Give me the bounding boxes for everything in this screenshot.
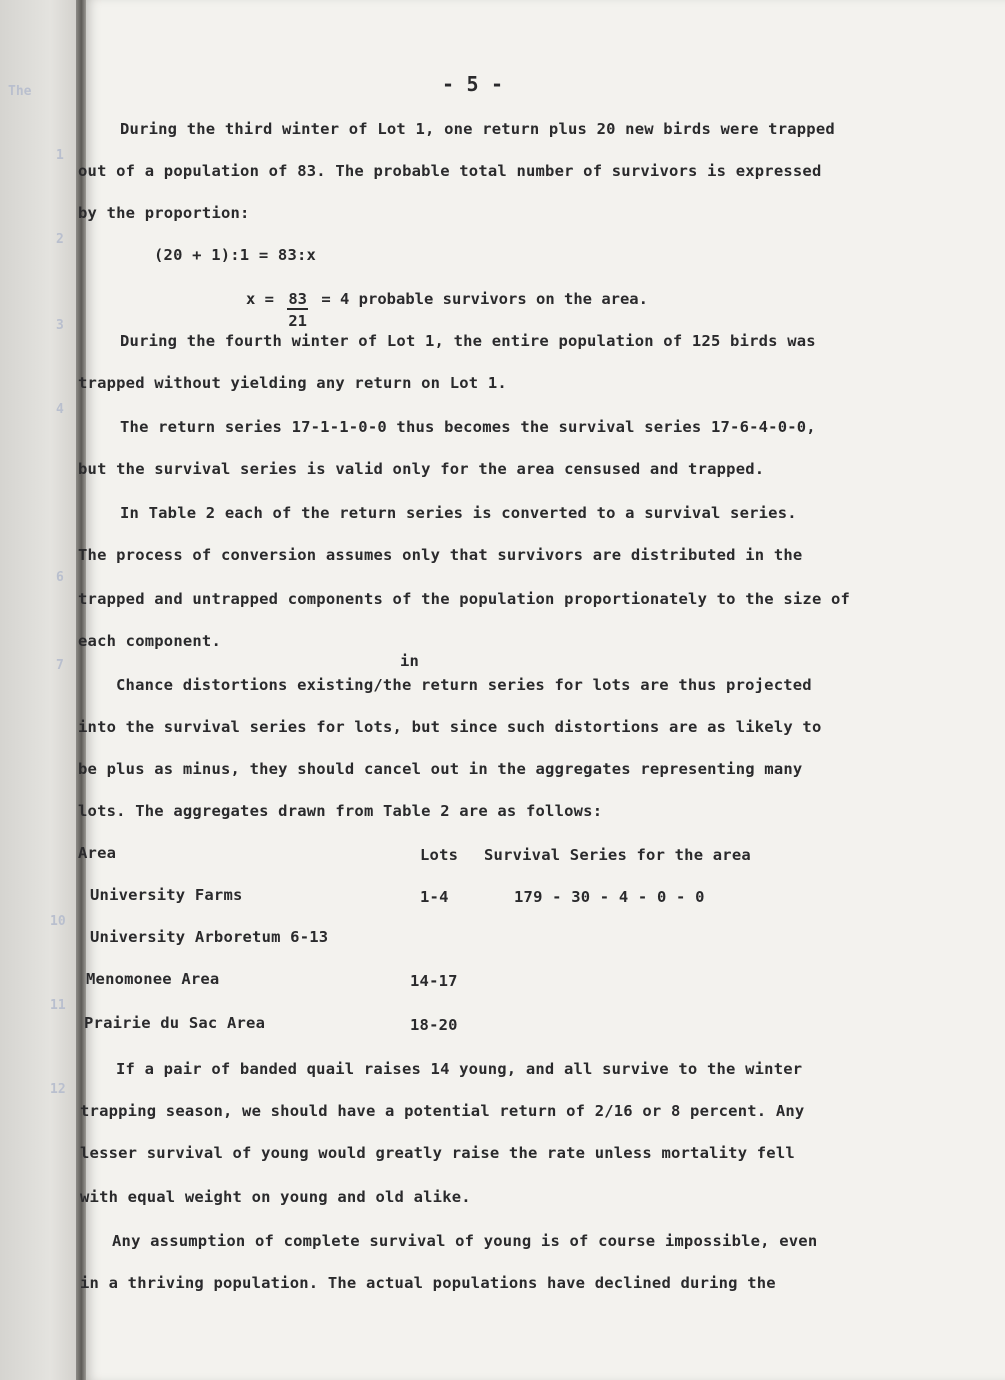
paragraph-5-line-4: lots. The aggregates drawn from Table 2 are as follows: xyxy=(78,802,603,820)
fraction xyxy=(287,290,308,330)
equation-proportion: (20 + 1):1 = 83:x xyxy=(154,246,317,264)
facing-page-bleed: 4 xyxy=(56,402,64,417)
paragraph-2-line-2: trapped without yielding any return on Lot 1. xyxy=(78,374,507,392)
table-row-area: Prairie du Sac Area xyxy=(84,1014,266,1032)
paragraph-4-line-1: In Table 2 each of the return series is converted to a survival series. xyxy=(120,504,797,522)
facing-page-bleed: 11 xyxy=(50,998,66,1013)
facing-page-bleed: 10 xyxy=(50,914,66,929)
table-row-lots: 18-20 xyxy=(410,1016,458,1034)
fraction-numerator: 83 xyxy=(288,290,308,308)
table-header-series: Survival Series for the area xyxy=(484,846,751,864)
paragraph-5-line-2: into the survival series for lots, but since such distortions are as likely to xyxy=(78,718,822,736)
equation-rhs: = 4 probable survivors on the area. xyxy=(321,290,648,308)
paragraph-6-line-2: trapping season, we should have a potential return of 2/16 or 8 percent. Any xyxy=(80,1102,805,1120)
paragraph-6-line-1: If a pair of banded quail raises 14 young, and all survive to the winter xyxy=(116,1060,803,1078)
paragraph-4-line-3: trapped and untrapped components of the population proportionately to the size of xyxy=(78,590,851,608)
paragraph-5-line-3: be plus as minus, they should cancel out in the aggregates representing many xyxy=(78,760,803,778)
facing-page-bleed: The xyxy=(8,84,32,99)
paragraph-7-line-1: Any assumption of complete survival of young is of course impossible, even xyxy=(112,1232,818,1250)
paragraph-3-line-1: The return series 17-1-1-0-0 thus becomes the survival series 17-6-4-0-0, xyxy=(120,418,816,436)
facing-page xyxy=(0,0,84,1380)
facing-page-bleed: 2 xyxy=(56,232,64,247)
paragraph-1-line-1: During the third winter of Lot 1, one return plus 20 new birds were trapped xyxy=(120,120,835,138)
paragraph-4-line-4: each component. xyxy=(78,632,221,650)
paragraph-5-line-1: Chance distortions existing/the return series for lots are thus projected xyxy=(116,676,812,694)
paragraph-1-line-2: out of a population of 83. The probable total number of survivors is expressed xyxy=(78,162,822,180)
fraction-denominator: 21 xyxy=(288,312,308,330)
facing-page-bleed: 12 xyxy=(50,1082,66,1097)
table-row-series: 179 - 30 - 4 - 0 - 0 xyxy=(514,888,705,906)
table-row-area: University Arboretum 6-13 xyxy=(90,928,329,946)
document-page xyxy=(78,0,1005,1380)
paragraph-6-line-3: lesser survival of young would greatly raise the rate unless mortality fell xyxy=(80,1144,795,1162)
table-header-area: Area xyxy=(78,844,117,862)
facing-page-bleed: 1 xyxy=(56,148,64,163)
equation-lhs: x = xyxy=(246,290,274,308)
page-number: - 5 - xyxy=(442,72,504,96)
paragraph-4-line-2: The process of conversion assumes only that survivors are distributed in the xyxy=(78,546,803,564)
table-row-area: University Farms xyxy=(90,886,243,904)
paragraph-6-line-4: with equal weight on young and old alike. xyxy=(80,1188,471,1206)
facing-page-bleed: 3 xyxy=(56,318,64,333)
facing-page-bleed: 7 xyxy=(56,658,64,673)
paragraph-3-line-2: but the survival series is valid only for the area censused and trapped. xyxy=(78,460,765,478)
table-row-lots: 14-17 xyxy=(410,972,458,990)
table-row-area: Menomonee Area xyxy=(86,970,220,988)
facing-page-bleed: 6 xyxy=(56,570,64,585)
paragraph-7-line-2: in a thriving population. The actual populations have declined during the xyxy=(80,1274,776,1292)
table-row-lots: 1-4 xyxy=(420,888,449,906)
equation-solution xyxy=(246,290,648,330)
paragraph-1-line-3: by the proportion: xyxy=(78,204,250,222)
table-header-lots: Lots xyxy=(420,846,459,864)
paragraph-2-line-1: During the fourth winter of Lot 1, the entire population of 125 birds was xyxy=(120,332,816,350)
paragraph-5-insertion: in xyxy=(400,652,420,670)
